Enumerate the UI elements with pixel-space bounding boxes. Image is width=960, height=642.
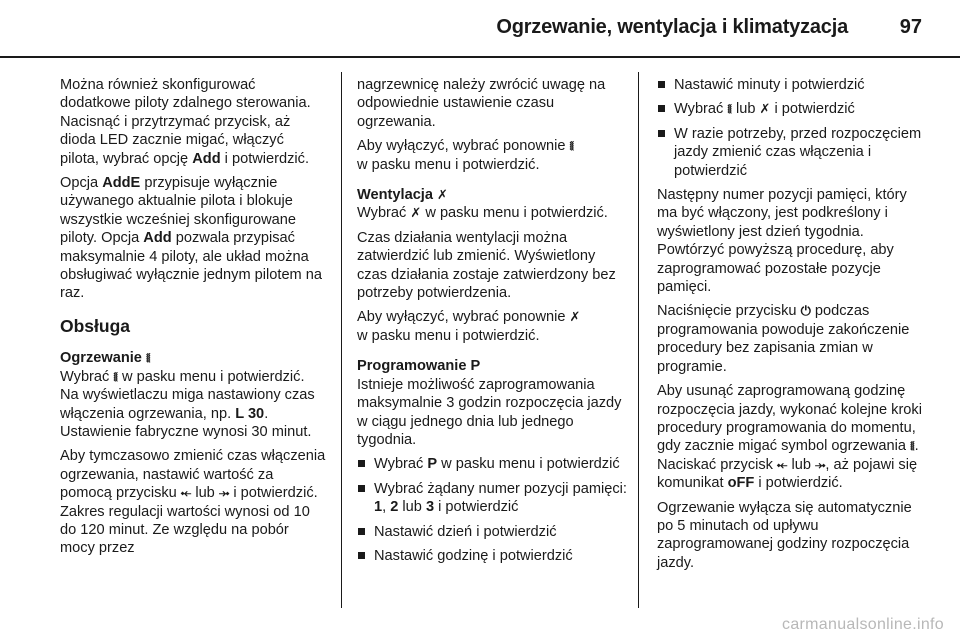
paragraph: Aby usunąć zaprogramowaną godzinę rozpoczęcia jazdy, wykonać kolejne kroki procedury programowania do momentu, gdy zacznie migać symbol ogrzewania ⧛. Naciskać przycisk ⤝ lub ⤞, aż pojawi się komunikat oFF i potwierdzić. [657, 383, 922, 492]
paragraph: Następny numer pozycji pamięci, który ma być włączony, jest podkreślony i wyświetlony jest dzień tygodnia. Powtórzyć powyższą procedurę, aby zaprogramować pozostałe pozycje pamięci. [657, 187, 907, 296]
list-item: Wybrać żądany numer pozycji pamięci: 1, 2 lub 3 i potwierdzić [357, 480, 629, 517]
paragraph: Ogrzewanie wyłącza się automatycznie po 5 minutach od upływu zaprogramowanej godziny rozpoczęcia jazdy. [657, 499, 912, 571]
column-divider-2 [638, 72, 639, 608]
steps-list [657, 76, 929, 180]
paragraph: Wybrać ✗ w pasku menu i potwierdzić. [357, 205, 608, 222]
subheading-ogrzewanie: Ogrzewanie ⧛ [60, 350, 151, 367]
list-item: W razie potrzeby, przed rozpoczęciem jazdy zmienić czas włączenia i potwierdzić [657, 125, 929, 180]
left-arrow-icon: ⤝ [777, 456, 788, 472]
header-divider [0, 56, 960, 58]
list-item: Wybrać P w pasku menu i potwierdzić [357, 455, 629, 473]
left-arrow-icon: ⤝ [180, 485, 192, 501]
heat-icon: ⧛ [910, 438, 915, 454]
heat-icon: ⧛ [727, 101, 732, 117]
power-icon: ⏻ [800, 303, 811, 319]
right-arrow-icon: ⤞ [815, 456, 826, 472]
column-2 [357, 76, 629, 571]
fan-icon: ✗ [410, 205, 422, 221]
paragraph: Aby wyłączyć, wybrać ponownie ⧛ w pasku menu i potwierdzić. [357, 138, 575, 173]
list-item: Nastawić minuty i potwierdzić [657, 76, 929, 94]
fan-icon: ✗ [759, 101, 771, 117]
list-item: Wybrać ⧛ lub ✗ i potwierdzić [657, 100, 929, 118]
watermark: carmanualsonline.info [782, 616, 944, 633]
paragraph: Istnieje możliwość zaprogramowania maksymalnie 3 godzin rozpoczęcia jazdy w ciągu jednego dnia lub jednego tygodnia. [357, 376, 622, 448]
heat-icon: ⧛ [113, 368, 118, 384]
section-heading-obsluga: Obsługa [60, 315, 131, 336]
paragraph: nagrzewnicę należy zwrócić uwagę na odpowiednie ustawienie czasu ogrzewania. [357, 77, 606, 130]
page-number: 97 [899, 16, 922, 38]
heat-icon: ⧛ [145, 350, 151, 366]
page-title: Ogrzewanie, wentylacja i klimatyzacja [496, 16, 848, 38]
paragraph: Można również skonfigurować dodatkowe piloty zdalnego sterowania. Nacisnąć i przytrzymać przycisk, aż dioda LED zacznie migać, włączyć pilota, wybrać opcję Add i potwierdzić. [60, 77, 311, 167]
subheading-wentylacja: Wentylacja ✗ [357, 187, 448, 204]
paragraph: Naciśnięcie przycisku ⏻ podczas programowania powoduje zakończenie procedury bez zapisania zmian w programie. [657, 303, 910, 375]
column-divider-1 [341, 72, 342, 608]
subheading-programowanie: Programowanie P [357, 358, 481, 375]
fan-icon: ✗ [437, 187, 448, 203]
list-item: Nastawić godzinę i potwierdzić [357, 547, 629, 565]
paragraph: Aby tymczasowo zmienić czas włączenia ogrzewania, nastawić wartość za pomocą przycisku ⤝ lub ⤞ i potwierdzić. Zakres regulacji wartości wynosi od 10 do 120 minut. Ze względu na pobór mocy przez [60, 448, 326, 557]
page-header [0, 0, 960, 56]
paragraph: Opcja AddE przypisuje wyłącznie używanego aktualnie pilota i blokuje wszystkie wcześniej skonfigurowane piloty. Opcja Add pozwala przypisać maksymalnie 4 piloty, ale układ można obsługiwać wyłącznie jednym pilotem na raz. [60, 175, 323, 302]
paragraph: Wybrać ⧛ w pasku menu i potwierdzić. Na wyświetlaczu miga nastawiony czas włączenia ogrzewania, np. L 30. Ustawienie fabryczne wynosi 30 minut. [60, 368, 315, 440]
right-arrow-icon: ⤞ [218, 485, 230, 501]
paragraph: Czas działania wentylacji można zatwierdzić lub zmienić. Wyświetlony czas działania zostaje zatwierdzony bez potrzeby potwierdzenia. [357, 229, 616, 302]
paragraph: Aby wyłączyć, wybrać ponownie ✗ w pasku menu i potwierdzić. [357, 309, 581, 344]
column-1 [60, 76, 326, 564]
heat-icon: ⧛ [569, 138, 575, 154]
steps-list [357, 455, 629, 565]
list-item: Nastawić dzień i potwierdzić [357, 523, 629, 541]
fan-icon: ✗ [569, 309, 581, 325]
column-3 [657, 76, 929, 578]
